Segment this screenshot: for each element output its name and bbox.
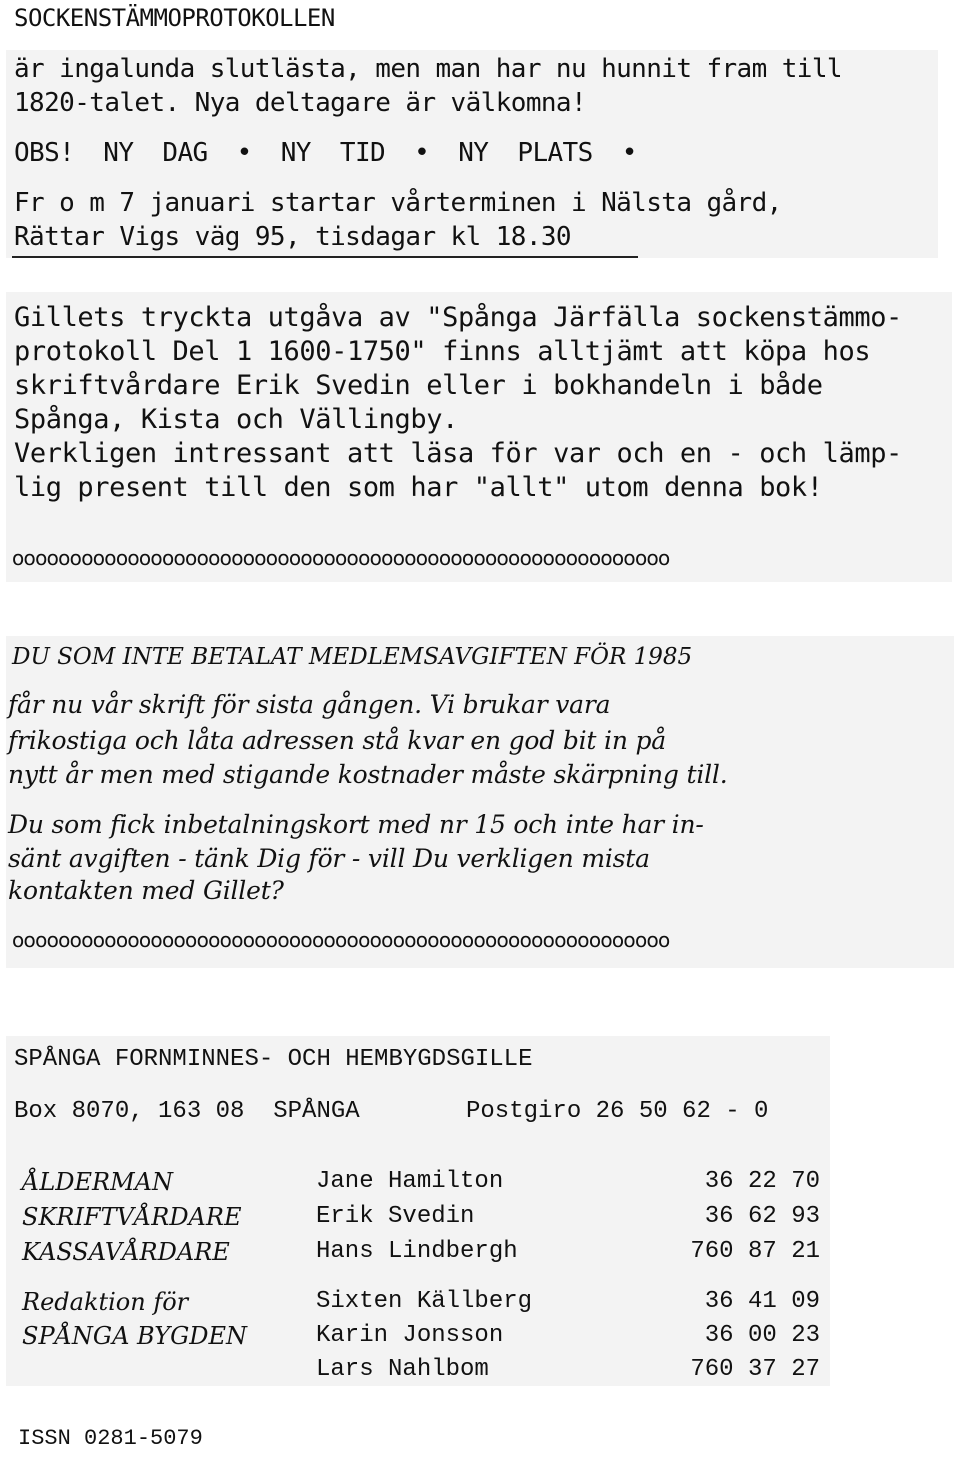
role-label: SKRIFTVÅRDARE (22, 1203, 242, 1231)
section-3-line: frikostiga och låta adressen stå kvar en god bit in på (8, 726, 666, 755)
org-name: SPÅNGA FORNMINNES- OCH HEMBYGDSGILLE (14, 1046, 533, 1073)
role-person: Jane Hamilton (316, 1168, 504, 1195)
section-2-line: Verkligen intressant att läsa för var och en - och lämp- (14, 438, 902, 469)
separator-top: ooooooooooooooooooooooooooooooooooooooooooooooooooooooooo (12, 546, 670, 570)
section-2-line: protokoll Del 1 1600-1750" finns alltjämt att köpa hos (14, 336, 871, 367)
section-2-line: skriftvårdare Erik Svedin eller i bokhandeln i både (14, 370, 823, 401)
editor-phone: 760 37 27 (690, 1356, 820, 1383)
editorial-role-label: SPÅNGA BYGDEN (22, 1322, 248, 1350)
section-3-line: får nu vår skrift för sista gången. Vi brukar vara (8, 690, 611, 719)
role-person: Hans Lindbergh (316, 1238, 518, 1265)
editor-name: Sixten Källberg (316, 1288, 533, 1315)
editor-name: Karin Jonsson (316, 1322, 504, 1349)
section-3-heading: DU SOM INTE BETALAT MEDLEMSAVGIFTEN FÖR 1985 (12, 644, 693, 670)
role-phone: 760 87 21 (690, 1238, 820, 1265)
org-address: Box 8070, 163 08 SPÅNGA (14, 1098, 360, 1125)
section-2-line: Gillets tryckta utgåva av "Spånga Järfälla sockenstämmo- (14, 302, 902, 333)
section-1-line: är ingalunda slutlästa, men man har nu hunnit fram till (14, 54, 842, 84)
section-1-line: Fr o m 7 januari startar vårterminen i Nälsta gård, (14, 188, 782, 218)
section-2-line: lig present till den som har "allt" utom denna bok! (14, 472, 823, 503)
editor-name: Lars Nahlbom (316, 1356, 489, 1383)
section-3-panel (6, 636, 954, 968)
separator-bottom: ooooooooooooooooooooooooooooooooooooooooooooooooooooooooo (12, 928, 670, 952)
section-2-line: Spånga, Kista och Vällingby. (14, 404, 458, 435)
editor-phone: 36 00 23 (704, 1322, 820, 1349)
role-person: Erik Svedin (316, 1203, 475, 1230)
section-1-line: Rättar Vigs väg 95, tisdagar kl 18.30 (14, 222, 571, 252)
section-3-line: sänt avgiften - tänk Dig för - vill Du verkligen mista (8, 844, 650, 873)
section-1-line: 1820-talet. Nya deltagare är välkomna! (14, 88, 587, 118)
section-3-line: nytt år men med stigande kostnader måste skärpning till. (8, 760, 728, 789)
issn: ISSN 0281-5079 (18, 1426, 203, 1451)
section-1-line: OBS! NY DAG • NY TID • NY PLATS • (14, 138, 637, 168)
section-3-line: Du som fick inbetalningskort med nr 15 och inte har in- (8, 810, 704, 839)
editor-phone: 36 41 09 (704, 1288, 820, 1315)
editorial-role-label: Redaktion för (22, 1288, 189, 1316)
section-3-line: kontakten med Gillet? (8, 876, 284, 905)
role-phone: 36 22 70 (704, 1168, 820, 1195)
section-1-heading: SOCKENSTÄMMOPROTOKOLLEN (14, 4, 335, 32)
role-label: KASSAVÅRDARE (22, 1238, 230, 1266)
org-postgiro: Postgiro 26 50 62 - 0 (466, 1098, 769, 1125)
underline-rule (12, 256, 638, 258)
role-phone: 36 62 93 (704, 1203, 820, 1230)
role-label: ÅLDERMAN (22, 1168, 174, 1196)
